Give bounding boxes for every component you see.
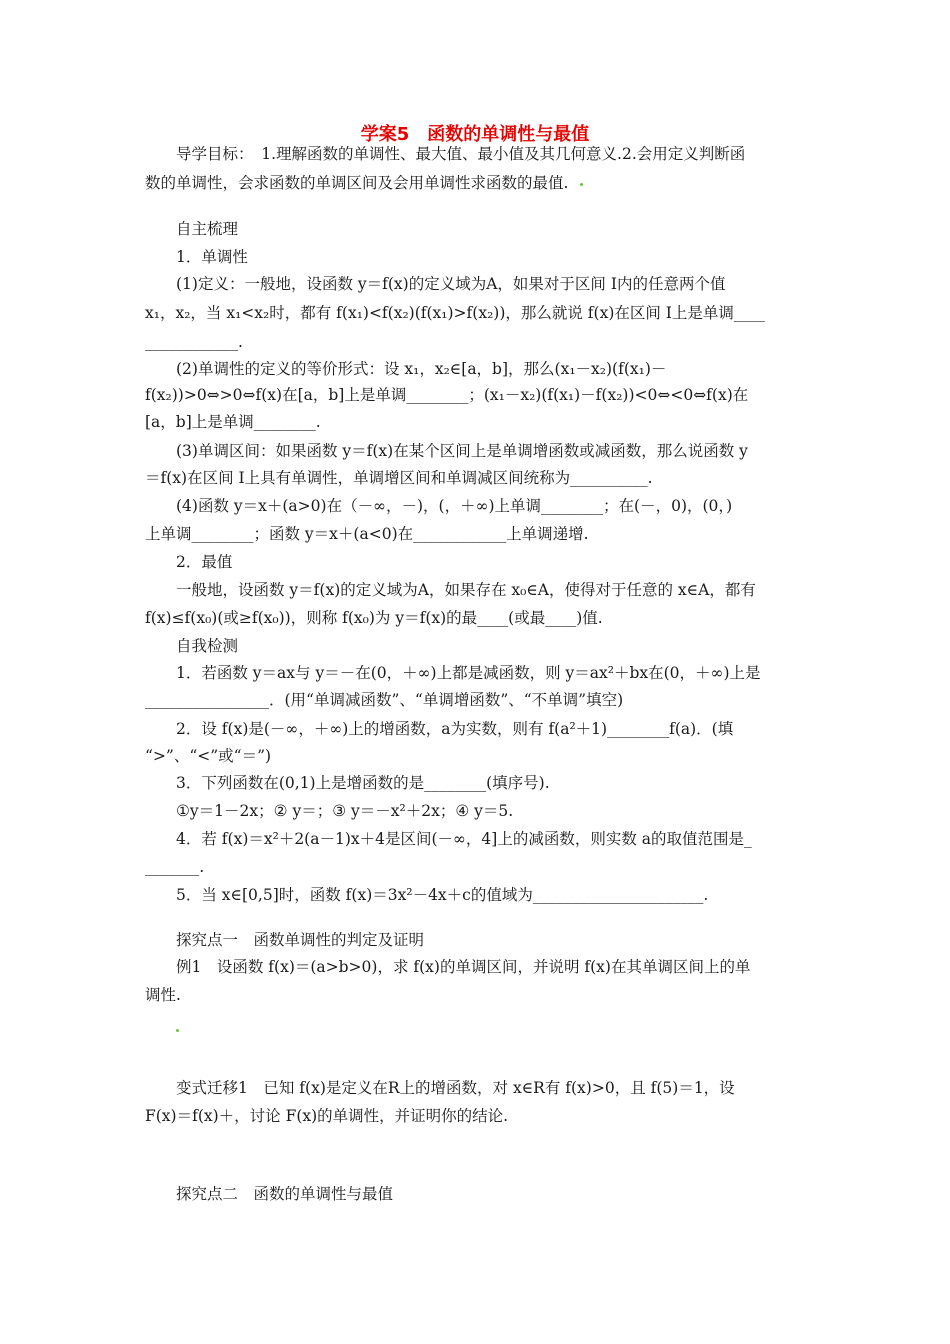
exercise-line: “>”、“<”或“＝”) [145, 747, 272, 765]
subheading: 2．最值 [176, 553, 233, 571]
subheading: 1．单调性 [176, 248, 248, 266]
exercise-line: 3．下列函数在(0,1)上是增函数的是________(填序号). [176, 774, 550, 792]
text-line: f(x)≤f(x₀)(或≥f(x₀))，则称 f(x₀)为 y＝f(x)的最____(或最____)值. [145, 609, 603, 627]
section-heading: 探究点一 函数单调性的判定及证明 [176, 931, 425, 949]
example-line: 例1 设函数 f(x)＝(a>b>0)，求 f(x)的单调区间，并说明 f(x)在其单调区间上的单 [176, 958, 751, 976]
section-heading: 自主梳理 [176, 220, 239, 238]
text-line: (1)定义：一般地，设函数 y＝f(x)的定义域为A，如果对于区间 I内的任意两个值 [176, 275, 726, 293]
exercise-line: 5．当 x∈[0,5]时，函数 f(x)＝3x²－4x＋c的值域为______________________. [176, 886, 709, 904]
text-line: ____________. [145, 333, 243, 351]
exercise-line: 2．设 f(x)是(－∞，＋∞)上的增函数，a为实数，则有 f(a²＋1)________f(a)．(填 [176, 720, 734, 738]
speck-mark [176, 1029, 179, 1032]
objective-line-1: 导学目标： 1.理解函数的单调性、最大值、最小值及其几何意义.2.会用定义判断函 [176, 145, 746, 163]
text-line: x₁，x₂，当 x₁<x₂时，都有 f(x₁)<f(x₂)(f(x₁)>f(x₂))，那么就说 f(x)在区间 I上是单调____ [145, 304, 765, 322]
speck-mark [580, 183, 583, 186]
example-line: 调性. [145, 986, 181, 1004]
exercise-line: 1．若函数 y＝ax与 y＝－在(0，＋∞)上都是减函数，则 y＝ax²＋bx在(0，＋∞)上是 [176, 664, 761, 682]
page-title: 学案5 函数的单调性与最值 [360, 124, 590, 145]
exercise-line: ________________．(用“单调减函数”、“单调增函数”、“不单调”填空) [145, 691, 624, 709]
exercise-line: ①y＝1－2x；② y＝；③ y＝－x²＋2x；④ y＝5. [176, 802, 514, 820]
text-line: (4)函数 y＝x＋(a>0)在（－∞，－)，(，＋∞)上单调________；在(－，0)，(0，) [176, 497, 733, 515]
text-line: ＝f(x)在区间 I上具有单调性，单调增区间和单调减区间统称为__________. [145, 469, 653, 487]
text-line: [a，b]上是单调________. [145, 413, 321, 431]
exercise-line: _______. [145, 858, 205, 876]
exercise-line: 4．若 f(x)＝x²＋2(a－1)x＋4是区间(－∞，4]上的减函数，则实数 a的取值范围是_ [176, 830, 752, 848]
section-heading: 探究点二 函数的单调性与最值 [176, 1185, 394, 1203]
text-line: (3)单调区间：如果函数 y＝f(x)在某个区间上是单调增函数或减函数，那么说函数 y [176, 442, 748, 460]
objective-line-2: 数的单调性，会求函数的单调区间及会用单调性求函数的最值. [145, 174, 569, 192]
exercise-line: F(x)＝f(x)＋，讨论 F(x)的单调性，并证明你的结论. [145, 1107, 509, 1125]
text-line: 上单调________；函数 y＝x＋(a<0)在____________上单调递增. [145, 525, 589, 543]
text-line: (2)单调性的定义的等价形式：设 x₁，x₂∈[a，b]，那么(x₁－x₂)(f(x₁)－ [176, 360, 667, 378]
text-line: 一般地，设函数 y＝f(x)的定义域为A，如果存在 x₀∈A，使得对于任意的 x∈A，都有 [176, 581, 756, 599]
exercise-line: 变式迁移1 已知 f(x)是定义在R上的增函数，对 x∈R有 f(x)>0，且 f(5)＝1，设 [176, 1079, 735, 1097]
text-line: f(x₂))>0⇔>0⇔f(x)在[a，b]上是单调________；(x₁－x₂)(f(x₁)－f(x₂))<0⇔<0⇔f(x)在 [145, 386, 749, 404]
section-heading: 自我检测 [176, 637, 239, 655]
